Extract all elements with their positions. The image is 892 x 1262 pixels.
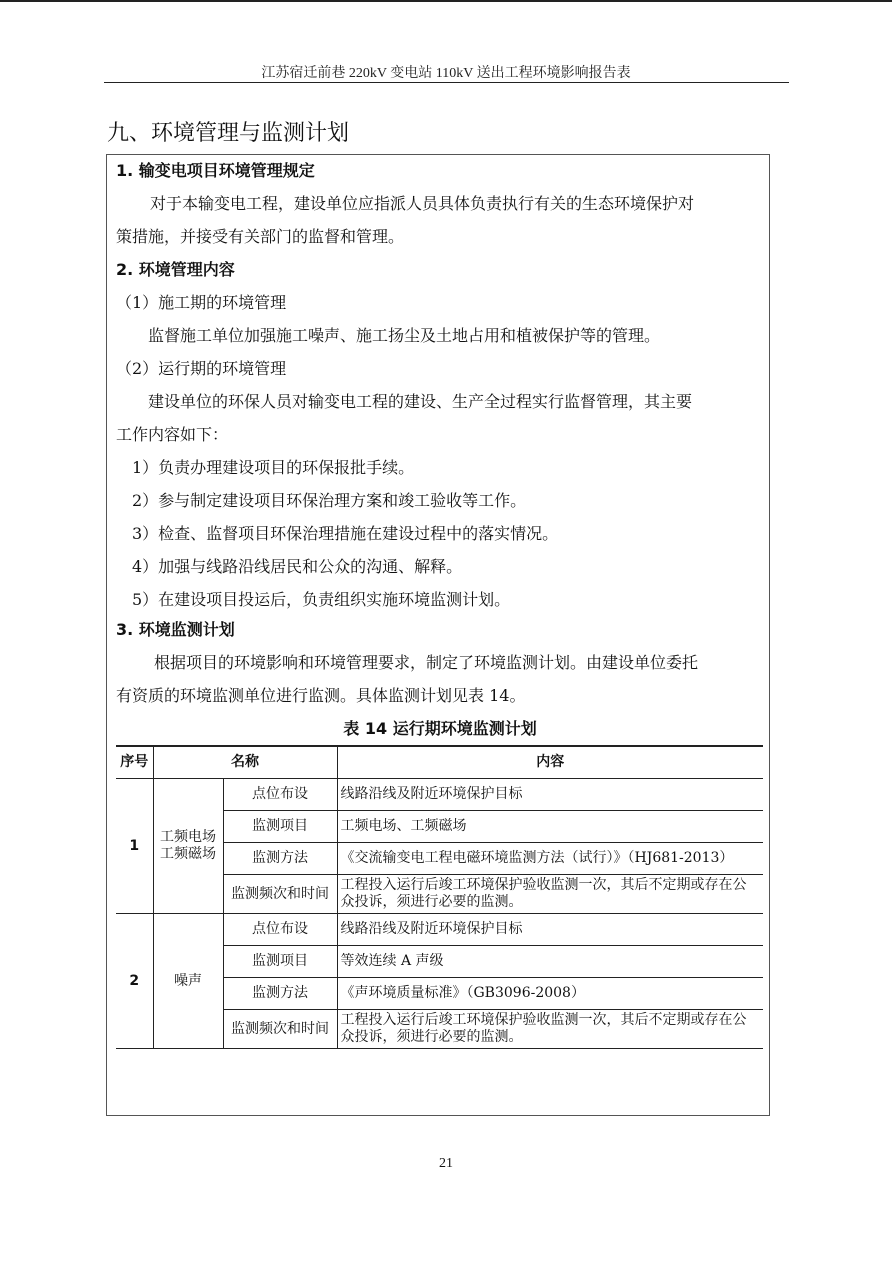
row-item: 点位布设 <box>223 779 337 811</box>
row-content: 《声环境质量标准》（GB3096-2008） <box>337 978 763 1010</box>
header-name: 名称 <box>153 746 337 779</box>
table-row <box>116 779 763 811</box>
header-content: 内容 <box>337 746 763 779</box>
s3-paragraph-line1: 根据项目的环境影响和环境管理要求，制定了环境监测计划。由建设单位委托 <box>154 653 699 672</box>
header-no: 序号 <box>116 746 153 779</box>
s2-sub2-line1: 建设单位的环保人员对输变电工程的建设、生产全过程实行监督管理，其主要 <box>148 392 693 411</box>
page-number: 21 <box>439 1156 453 1171</box>
s3-paragraph-line2: 有资质的环境监测单位进行监测。具体监测计划见表 14。 <box>116 686 526 705</box>
row-item: 监测项目 <box>223 811 337 843</box>
heading-3: 3. 环境监测计划 <box>116 620 235 639</box>
list-item: 5）在建设项目投运后，负责组织实施环境监测计划。 <box>132 590 511 609</box>
row-content: 工程投入运行后竣工环境保护验收监测一次，其后不定期或存在公众投诉，须进行必要的监测。 <box>337 875 763 914</box>
s2-subheading-1: （1）施工期的环境管理 <box>116 293 287 312</box>
header-rule <box>104 82 789 83</box>
row-item: 监测方法 <box>223 843 337 875</box>
s2-subheading-2: （2）运行期的环境管理 <box>116 359 287 378</box>
row-item: 监测频次和时间 <box>223 875 337 914</box>
row-content: 工程投入运行后竣工环境保护验收监测一次，其后不定期或存在公众投诉，须进行必要的监测。 <box>337 1010 763 1049</box>
list-item: 4）加强与线路沿线居民和公众的沟通、解释。 <box>132 557 463 576</box>
heading-2: 2. 环境管理内容 <box>116 260 235 279</box>
group-number: 1 <box>116 779 153 914</box>
table-row <box>116 914 763 946</box>
row-content: 线路沿线及附近环境保护目标 <box>337 779 763 811</box>
row-item: 点位布设 <box>223 914 337 946</box>
heading-1: 1. 输变电项目环境管理规定 <box>116 161 315 180</box>
row-content: 等效连续 A 声级 <box>337 946 763 978</box>
s2-sub1-text: 监督施工单位加强施工噪声、施工扬尘及土地占用和植被保护等的管理。 <box>148 326 661 345</box>
s2-sub2-line2: 工作内容如下： <box>116 425 229 444</box>
list-item: 1）负责办理建设项目的环保报批手续。 <box>132 458 415 477</box>
monitoring-plan-table <box>116 745 763 1049</box>
group-number: 2 <box>116 914 153 1049</box>
row-content: 工频电场、工频磁场 <box>337 811 763 843</box>
group-name-line2: 工频磁场 <box>160 846 216 862</box>
row-content: 线路沿线及附近环境保护目标 <box>337 914 763 946</box>
table-caption: 表 14 运行期环境监测计划 <box>343 719 537 738</box>
section-title: 九、环境管理与监测计划 <box>107 121 350 146</box>
row-content: 《交流输变电工程电磁环境监测方法（试行）》（HJ681-2013） <box>337 843 763 875</box>
group-name <box>153 779 223 914</box>
list-item: 2）参与制定建设项目环保治理方案和竣工验收等工作。 <box>132 491 527 510</box>
running-header: 江苏宿迁前巷 220kV 变电站 110kV 送出工程环境影响报告表 <box>261 66 631 81</box>
table-header-row <box>116 746 763 779</box>
row-item: 监测方法 <box>223 978 337 1010</box>
group-name-line1: 工频电场 <box>160 829 216 845</box>
row-item: 监测频次和时间 <box>223 1010 337 1049</box>
page-top-border <box>0 0 892 2</box>
row-item: 监测项目 <box>223 946 337 978</box>
list-item: 3）检查、监督项目环保治理措施在建设过程中的落实情况。 <box>132 524 559 543</box>
group-name: 噪声 <box>153 914 223 1049</box>
s1-paragraph-line1: 对于本输变电工程，建设单位应指派人员具体负责执行有关的生态环境保护对 <box>150 194 695 213</box>
s1-paragraph-line2: 策措施，并接受有关部门的监督和管理。 <box>116 227 405 246</box>
